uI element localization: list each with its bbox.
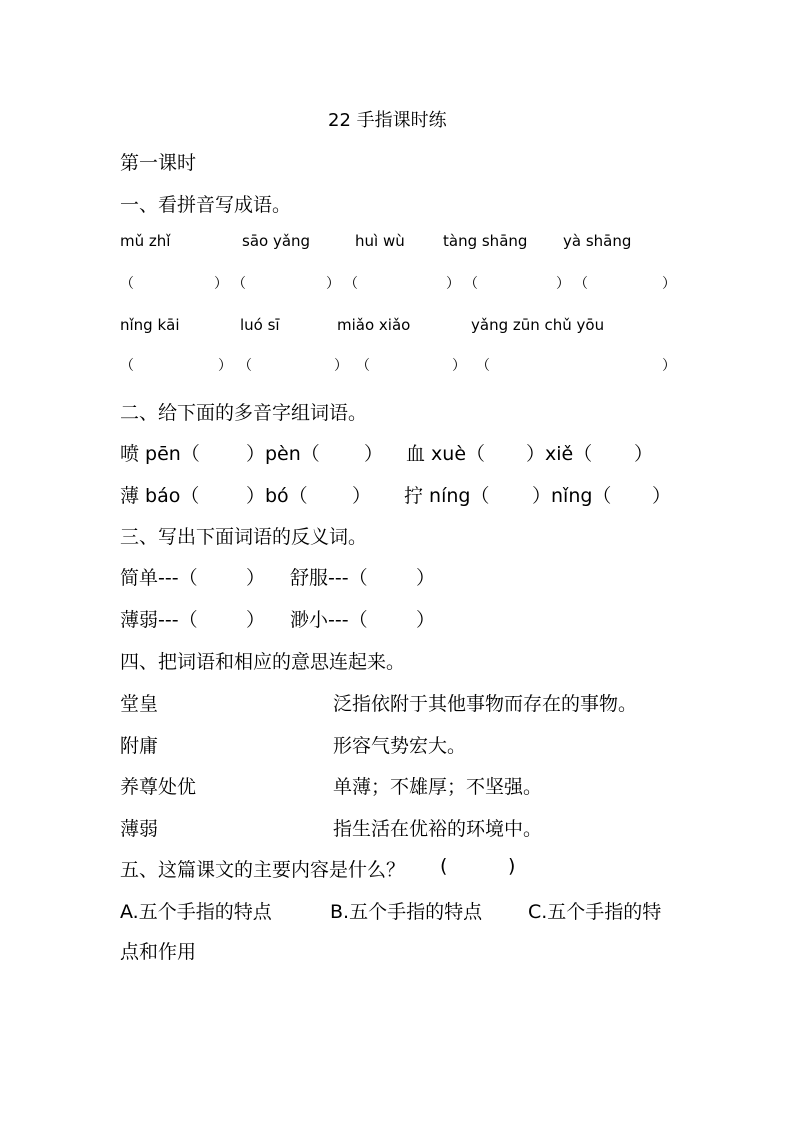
pinyin-row-2 [120,316,680,340]
close-paren: ） [662,358,676,374]
answer-close-paren: ) [508,855,516,877]
close-paren: ） [662,276,676,292]
polyphone-item: 血 xuè（ [406,443,486,465]
pinyin-item: mǔ zhǐ [120,232,171,250]
antonym-item: 简单---（ [120,567,198,589]
match-word: 堂皇 [120,693,159,715]
pinyin-row-1 [120,232,680,256]
match-meaning: 指生活在优裕的环境中。 [333,818,543,840]
open-paren: （ [120,358,134,374]
open-paren: （ [464,276,478,292]
open-paren: （ [356,358,370,374]
pinyin-item: nǐng kāi [120,316,180,334]
close-paren: ） [446,276,460,292]
close-paren: ） [634,443,654,465]
close-paren: ） [352,485,372,507]
section3-heading: 三、写出下面词语的反义词。 [120,526,368,548]
pinyin-item: luó sī [240,316,280,334]
close-paren: ） [334,358,348,374]
pinyin-item: miǎo xiǎo [337,316,411,334]
match-word: 附庸 [120,735,159,757]
polyphone-item: 喷 pēn（ [120,443,200,465]
close-paren: ） [556,276,570,292]
section5-question [120,855,540,881]
page-title: 22 手指课时练 [328,110,447,131]
answer-open-paren: ( [440,855,448,877]
open-paren: （ [238,358,252,374]
match-meaning: 形容气势宏大。 [333,735,467,757]
pinyin-item: yǎng zūn chǔ yōu [471,316,605,334]
polyphone-item: 拧 níng（ [404,485,490,507]
section2-heading: 二、给下面的多音字组词语。 [120,402,368,424]
open-paren: （ [344,276,358,292]
section1-heading: 一、看拼音写成语。 [120,194,292,216]
option-c: C.五个手指的特 [528,901,662,923]
close-paren: ） [246,609,266,631]
polyphone-item: ）xiě（ [526,443,593,465]
pinyin-item: yà shāng [563,232,632,250]
open-paren: （ [574,276,588,292]
close-paren: ） [452,358,466,374]
option-c-continued: 点和作用 [120,941,197,963]
polyphone-item: ）nǐng（ [532,485,612,507]
pinyin-item: sāo yǎng [242,232,311,250]
options-row [120,897,680,923]
pinyin-item: tàng shāng [443,232,528,250]
open-paren: （ [476,358,490,374]
close-paren: ） [652,485,672,507]
polyphone-row-2 [120,481,680,507]
antonym-item: 渺小---（ [290,609,368,631]
section5-heading: 五、这篇课文的主要内容是什么？ [120,859,406,881]
close-paren: ） [416,609,436,631]
match-meaning: 单薄；不雄厚；不坚强。 [333,776,543,798]
close-paren: ） [214,276,228,292]
pinyin-item: huì wù [355,232,405,250]
close-paren: ） [364,443,384,465]
section4-heading: 四、把词语和相应的意思连起来。 [120,651,406,673]
polyphone-item: 薄 báo（ [120,485,200,507]
close-paren: ） [218,358,232,374]
close-paren: ） [416,567,436,589]
polyphone-item: ）pèn（ [246,443,320,465]
open-paren: （ [120,276,134,292]
match-meaning: 泛指依附于其他事物而存在的事物。 [333,693,638,715]
antonym-item: 薄弱---（ [120,609,198,631]
match-word: 养尊处优 [120,776,197,798]
answer-blanks-row-1 [120,273,680,295]
antonym-item: 舒服---（ [290,567,368,589]
lesson-label: 第一课时 [120,152,197,174]
close-paren: ） [246,567,266,589]
open-paren: （ [232,276,246,292]
antonym-row-1 [120,563,540,589]
option-a: A.五个手指的特点 [120,901,272,923]
answer-blanks-row-2 [120,355,680,377]
polyphone-row-1 [120,439,680,465]
close-paren: ） [326,276,340,292]
option-b: B.五个手指的特点 [330,901,483,923]
polyphone-item: ）bó（ [246,485,308,507]
antonym-row-2 [120,605,540,631]
match-word: 薄弱 [120,818,159,840]
